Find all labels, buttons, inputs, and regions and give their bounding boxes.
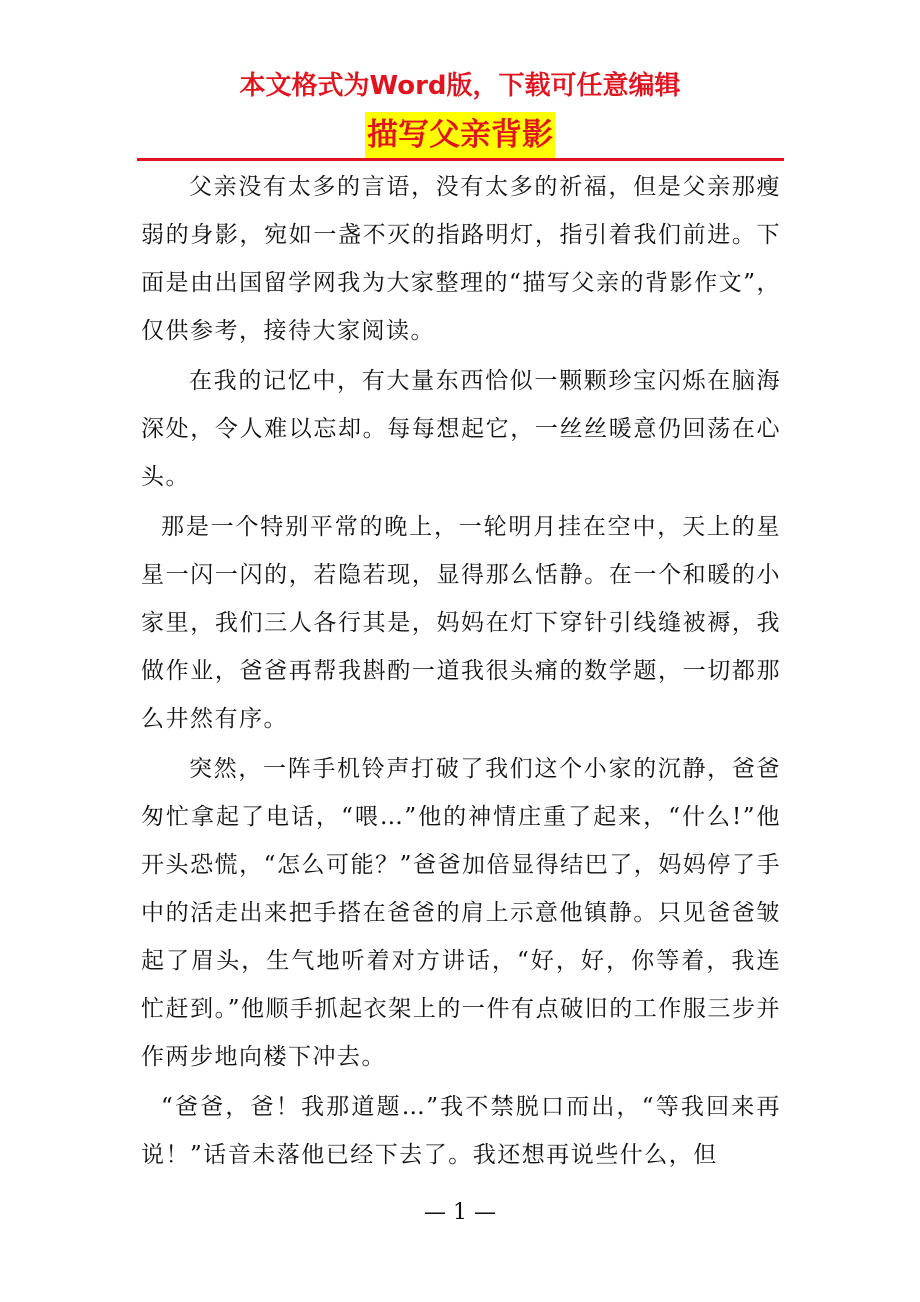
document-title: 描写父亲背影 xyxy=(365,112,555,158)
title-divider xyxy=(137,158,784,161)
paragraph: 那是一个特别平常的晚上，一轮明月挂在空中，天上的星星一闪一闪的，若隐若现，显得那么恬静。在一个和暖的小家里，我们三人各行其是，妈妈在灯下穿针引线缝被褥，我做作业，爸爸再帮我斟酌一道我很头痛的数学题，一切都那么井然有序。 xyxy=(141,514,781,732)
page-number: — 1 — xyxy=(424,1200,496,1225)
document-body xyxy=(141,163,781,1179)
paragraph: 在我的记忆中，有大量东西恰似一颗颗珍宝闪烁在脑海深处，令人难以忘却。每每想起它，一丝丝暖意仍回荡在心头。 xyxy=(141,368,781,490)
format-notice-banner: 本文格式为Word版，下载可任意编辑 xyxy=(239,71,681,101)
title-container xyxy=(0,112,920,158)
paragraph: 父亲没有太多的言语，没有太多的祈福，但是父亲那瘦弱的身影，宛如一盏不灭的指路明灯，指引着我们前进。下面是由出国留学网我为大家整理的“描写父亲的背影作文”，仅供参考，接待大家阅读。 xyxy=(141,174,781,344)
paragraph: “爸爸，爸！我那道题…”我不禁脱口而出，“等我回来再说！”话音未落他已经下去了。我还想再说些什么，但 xyxy=(141,1094,781,1168)
paragraph: 突然，一阵手机铃声打破了我们这个小家的沉静，爸爸匆忙拿起了电话，“喂…”他的神情庄重了起来，“什么!”他开头恐慌，“怎么可能？”爸爸加倍显得结巴了，妈妈停了手中的活走出来把手搭在爸爸的肩上示意他镇静。只见爸爸皱起了眉头，生气地听着对方讲话，“好，好，你等着，我连忙赶到。”他顺手抓起衣架上的一件有点破旧的工作服三步并作两步地向楼下冲去。 xyxy=(141,756,781,1070)
